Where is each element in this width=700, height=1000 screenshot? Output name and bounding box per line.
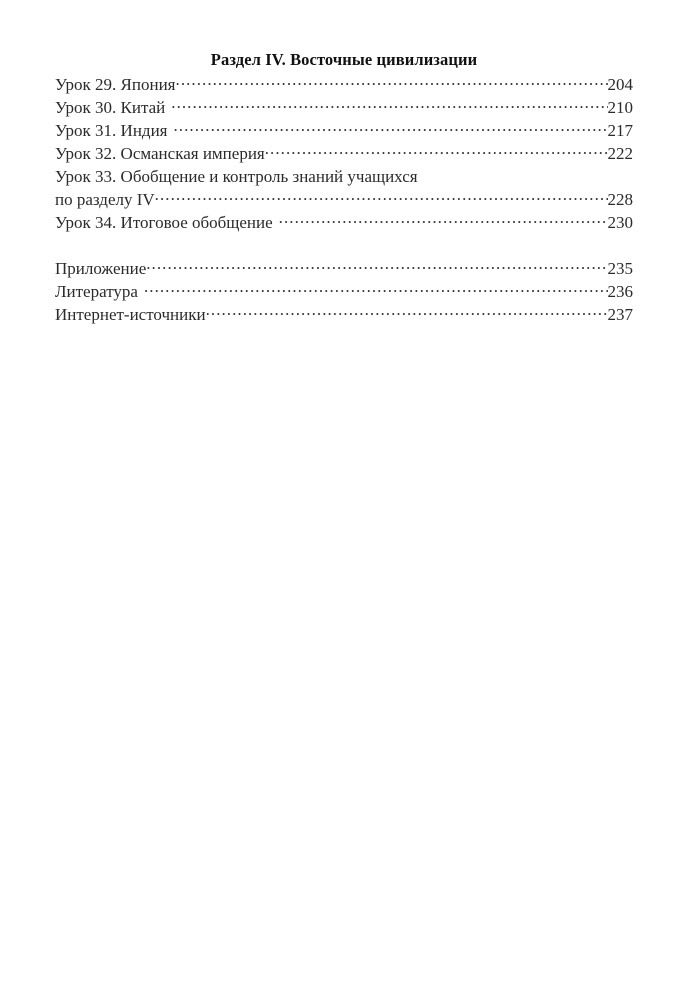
- toc-entry-title: Литература: [55, 282, 138, 301]
- table-of-contents: [55, 48, 633, 326]
- toc-entry[interactable]: [55, 96, 633, 119]
- toc-page-number: 237: [607, 305, 633, 324]
- toc-entry[interactable]: [55, 303, 633, 326]
- toc-dot-leader: [273, 211, 608, 228]
- toc-dot-leader: [265, 142, 608, 159]
- toc-entry-title: Урок 34. Итоговое обобщение: [55, 213, 273, 232]
- toc-entry[interactable]: [55, 257, 633, 280]
- toc-entry[interactable]: [55, 211, 633, 234]
- toc-entry[interactable]: [55, 165, 633, 188]
- toc-entry-title: Урок 30. Китай: [55, 98, 166, 117]
- toc-dot-leader: [146, 257, 607, 274]
- toc-page-number: 236: [607, 282, 633, 301]
- toc-entry-list: [55, 73, 633, 326]
- toc-page-number: 235: [607, 259, 633, 278]
- toc-entry[interactable]: [55, 119, 633, 142]
- toc-page-number: 228: [607, 190, 633, 209]
- toc-page-number: 210: [607, 98, 633, 117]
- toc-dot-leader: [168, 119, 608, 136]
- toc-dot-leader: [206, 303, 608, 320]
- toc-dot-leader: [176, 73, 608, 90]
- toc-page-number: 230: [607, 213, 633, 232]
- toc-page-number: 217: [607, 121, 633, 140]
- toc-page-number: 222: [607, 144, 633, 163]
- toc-entry[interactable]: [55, 280, 633, 303]
- toc-entry-title: Урок 31. Индия: [55, 121, 168, 140]
- toc-entry-title: по разделу IV: [55, 190, 155, 209]
- toc-dot-leader: [165, 96, 607, 113]
- toc-entry-title: Интернет-источники: [55, 305, 206, 324]
- toc-entry-title: Урок 33. Обобщение и контроль знаний учащихся: [55, 167, 418, 186]
- toc-page-number: 204: [607, 75, 633, 94]
- toc-entry[interactable]: [55, 188, 633, 211]
- toc-entry[interactable]: [55, 73, 633, 96]
- section-heading: Раздел IV. Восточные цивилизации: [210, 50, 478, 69]
- toc-dot-leader: [138, 280, 608, 297]
- toc-entry-title: Урок 29. Япония: [55, 75, 176, 94]
- toc-entry[interactable]: [55, 142, 633, 165]
- toc-dot-leader: [155, 188, 608, 205]
- toc-entry-title: Приложение: [55, 259, 147, 278]
- toc-entry-title: Урок 32. Османская империя: [55, 144, 265, 163]
